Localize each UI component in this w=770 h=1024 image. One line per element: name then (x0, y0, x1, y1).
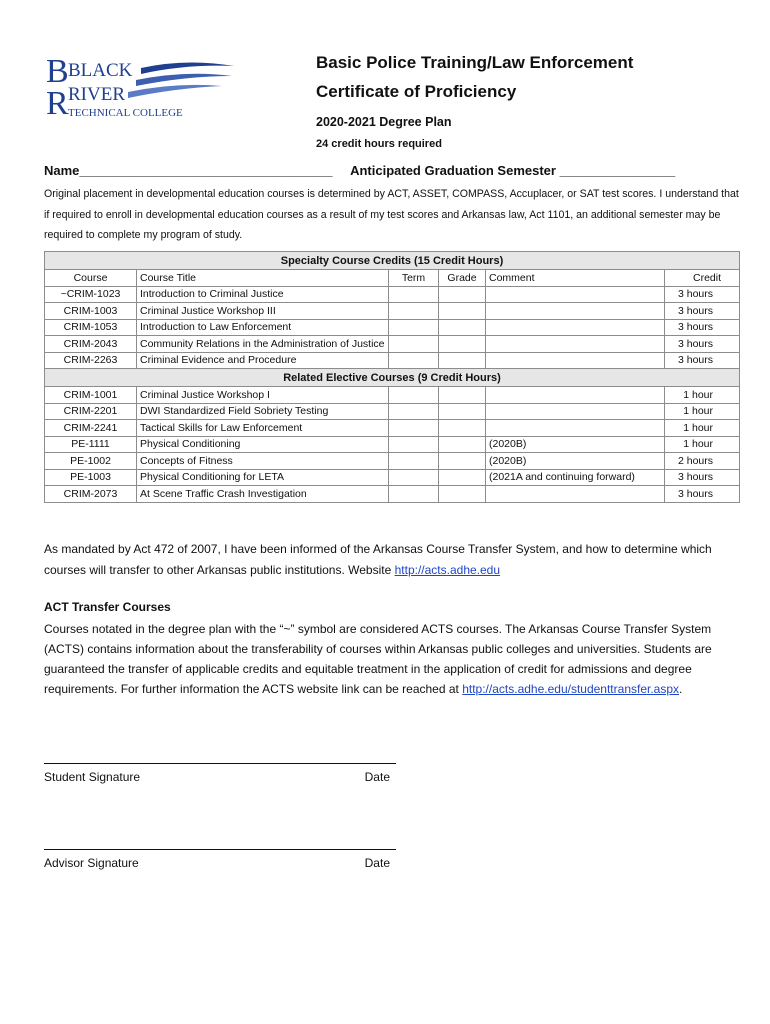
comment-cell (486, 286, 665, 303)
credit-cell: 2 hours (665, 453, 740, 470)
svg-text:RIVER: RIVER (68, 84, 125, 105)
term-cell[interactable] (389, 420, 439, 437)
course-code: PE-1003 (45, 469, 137, 486)
header-grade: Grade (439, 270, 486, 287)
course-code: ~CRIM-1023 (45, 286, 137, 303)
term-cell[interactable] (389, 319, 439, 336)
course-title: Tactical Skills for Law Enforcement (137, 420, 389, 437)
comment-cell (486, 486, 665, 503)
term-cell[interactable] (389, 436, 439, 453)
course-code: CRIM-1003 (45, 303, 137, 320)
advisor-signature-block (44, 849, 400, 870)
table-row (45, 403, 740, 420)
table-row (45, 303, 740, 320)
course-title: DWI Standardized Field Sobriety Testing (137, 403, 389, 420)
course-title: At Scene Traffic Crash Investigation (137, 486, 389, 503)
course-code: CRIM-2201 (45, 403, 137, 420)
student-signature-block (44, 763, 400, 784)
student-signature-label: Student Signature (44, 770, 141, 784)
course-title: Physical Conditioning (137, 436, 389, 453)
header-course: Course (45, 270, 137, 287)
svg-text:BLACK: BLACK (68, 60, 133, 81)
header-comment: Comment (486, 270, 665, 287)
act-transfer-heading: ACT Transfer Courses (44, 600, 171, 614)
course-code: CRIM-1053 (45, 319, 137, 336)
table-row (45, 469, 740, 486)
placement-notice: Original placement in developmental education courses is determined by ACT, ASSET, COMPASS, Accuplacer, or SAT test scores. I understand that if required to enroll in developmental education courses as a result of my test scores and Arkansas law, Act 1101, an additional semester may be required to complete my program of study. (44, 188, 739, 241)
term-cell[interactable] (389, 336, 439, 353)
grade-cell[interactable] (439, 420, 486, 437)
header-credit: Credit (665, 270, 740, 287)
act-transfer-body (44, 619, 750, 699)
credit-cell: 3 hours (665, 336, 740, 353)
credit-cell: 3 hours (665, 319, 740, 336)
credit-cell: 1 hour (665, 420, 740, 437)
table-row (45, 453, 740, 470)
course-title: Criminal Evidence and Procedure (137, 352, 389, 369)
course-title: Community Relations in the Administration of Justice (137, 336, 389, 353)
course-title: Criminal Justice Workshop III (137, 303, 389, 320)
grade-cell[interactable] (439, 486, 486, 503)
section-title: Related Elective Courses (9 Credit Hours) (45, 369, 740, 387)
student-date-label: Date (364, 770, 390, 784)
grade-cell[interactable] (439, 352, 486, 369)
acts-statement (44, 539, 744, 581)
course-title: Physical Conditioning for LETA (137, 469, 389, 486)
svg-text:TECHNICAL COLLEGE: TECHNICAL COLLEGE (68, 107, 183, 119)
table-header-row (45, 270, 740, 287)
grade-cell[interactable] (439, 303, 486, 320)
course-code: CRIM-2043 (45, 336, 137, 353)
credit-cell: 1 hour (665, 387, 740, 404)
section-header-specialty (45, 252, 740, 270)
table-row (45, 319, 740, 336)
header-title: Course Title (137, 270, 389, 287)
program-title: Basic Police Training/Law Enforcement (316, 53, 634, 72)
table-row (45, 336, 740, 353)
grade-cell[interactable] (439, 403, 486, 420)
table-row (45, 420, 740, 437)
svg-text:R: R (46, 85, 69, 122)
course-title: Introduction to Criminal Justice (137, 286, 389, 303)
student-transfer-link[interactable]: http://acts.adhe.edu/studenttransfer.aspx (462, 682, 680, 696)
term-cell[interactable] (389, 352, 439, 369)
college-logo (46, 52, 246, 124)
grade-cell[interactable] (439, 453, 486, 470)
grade-cell[interactable] (439, 469, 486, 486)
plan-year: 2020-2021 Degree Plan (316, 115, 452, 129)
term-cell[interactable] (389, 453, 439, 470)
course-title: Concepts of Fitness (137, 453, 389, 470)
comment-cell (486, 352, 665, 369)
course-table (44, 251, 740, 503)
course-code: CRIM-2263 (45, 352, 137, 369)
section-title: Specialty Course Credits (15 Credit Hours) (45, 252, 740, 270)
acts-website-link[interactable]: http://acts.adhe.edu (394, 563, 501, 577)
section-header-elective (45, 369, 740, 387)
name-field[interactable]: Name___________________________________ (44, 163, 333, 178)
credit-cell: 1 hour (665, 436, 740, 453)
course-code: CRIM-2073 (45, 486, 137, 503)
table-row (45, 436, 740, 453)
student-info-line (44, 163, 744, 178)
credit-cell: 3 hours (665, 303, 740, 320)
credit-cell: 3 hours (665, 286, 740, 303)
student-signature-line[interactable] (44, 763, 396, 764)
grade-cell[interactable] (439, 336, 486, 353)
table-row (45, 486, 740, 503)
credit-cell: 3 hours (665, 469, 740, 486)
term-cell[interactable] (389, 387, 439, 404)
acts-statement-text: As mandated by Act 472 of 2007, I have been informed of the Arkansas Course Transfer System, and how to determine which courses will transfer to other Arkansas public institutions. Website (44, 542, 712, 577)
course-code: CRIM-1001 (45, 387, 137, 404)
table-row (45, 352, 740, 369)
grade-cell[interactable] (439, 319, 486, 336)
credit-requirement: 24 credit hours required (316, 138, 442, 150)
comment-cell: (2020B) (486, 453, 665, 470)
comment-cell (486, 403, 665, 420)
term-cell[interactable] (389, 286, 439, 303)
comment-cell: (2020B) (486, 436, 665, 453)
certificate-title: Certificate of Proficiency (316, 82, 517, 101)
svg-text:B: B (46, 53, 69, 90)
comment-cell: (2021A and continuing forward) (486, 469, 665, 486)
term-cell[interactable] (389, 486, 439, 503)
table-row (45, 286, 740, 303)
comment-cell (486, 336, 665, 353)
table-row (45, 387, 740, 404)
term-cell[interactable] (389, 469, 439, 486)
advisor-signature-line[interactable] (44, 849, 396, 850)
comment-cell (486, 319, 665, 336)
credit-cell: 3 hours (665, 486, 740, 503)
comment-cell (486, 420, 665, 437)
comment-cell (486, 303, 665, 320)
grade-cell[interactable] (439, 436, 486, 453)
grade-cell[interactable] (439, 286, 486, 303)
title-block (316, 48, 756, 150)
term-cell[interactable] (389, 403, 439, 420)
comment-cell (486, 387, 665, 404)
course-code: PE-1002 (45, 453, 137, 470)
credit-cell: 1 hour (665, 403, 740, 420)
header-term: Term (389, 270, 439, 287)
course-title: Introduction to Law Enforcement (137, 319, 389, 336)
act-transfer-text: Courses notated in the degree plan with the “~” symbol are considered ACTS courses. The Arkansas Course Transfer System (ACTS) contains information about the transferability of courses within Arkansas public colleges and universities. Students are guaranteed the transfer of applicable credits and equitable treatment in the application of credit for admissions and degree requirements. For further information the ACTS website link can be reached at (44, 622, 712, 696)
term-cell[interactable] (389, 303, 439, 320)
course-title: Criminal Justice Workshop I (137, 387, 389, 404)
course-code: CRIM-2241 (45, 420, 137, 437)
advisor-signature-label: Advisor Signature (44, 856, 139, 870)
act-transfer-trailing: . (679, 682, 683, 696)
grade-cell[interactable] (439, 387, 486, 404)
credit-cell: 3 hours (665, 352, 740, 369)
course-code: PE-1111 (45, 436, 137, 453)
graduation-semester-field[interactable]: Anticipated Graduation Semester ________________ (350, 163, 676, 178)
advisor-date-label: Date (364, 856, 390, 870)
